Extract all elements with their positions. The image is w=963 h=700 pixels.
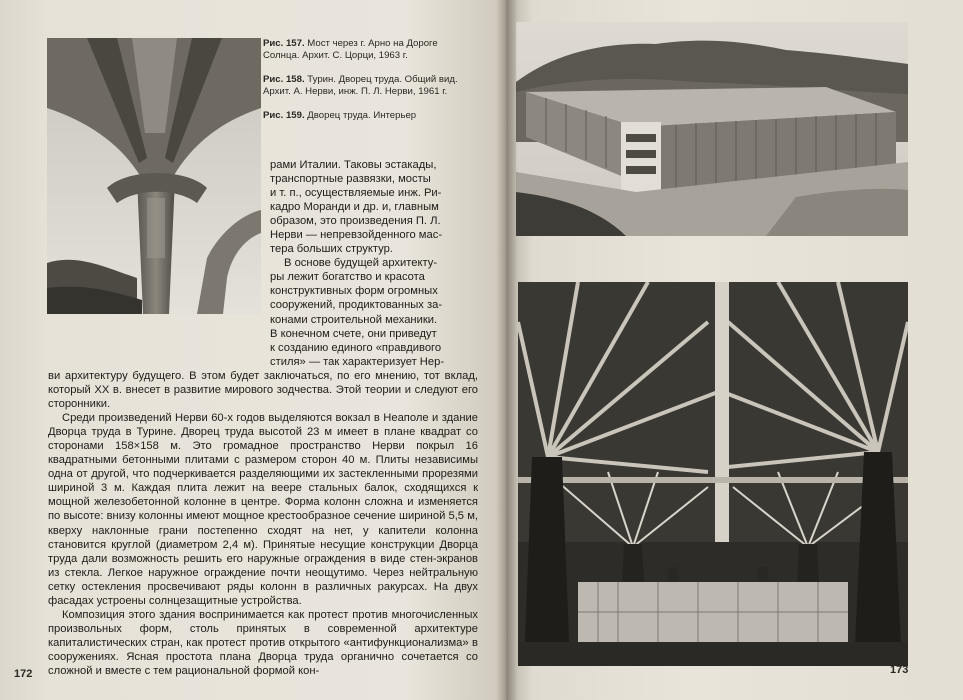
caption-text: Турин. Дворец труда. Общий вид. Архит. А. Нерви, инж. П. Л. Нерви, 1961 г. [263,74,458,97]
text-line: кадро Моранди и др. и, главным [270,201,439,214]
caption-block [263,38,461,134]
caption-158 [263,74,461,98]
text-line: В конечном счете, они приведут [270,327,437,340]
text-line: и т. п., осуществляемые инж. Ри- [270,187,442,200]
paragraph: Среди произведений Нерви 60-х годов выделяются вокзал в Неаполе и здание Дворца труда в Турине. Дворец труда высотой 23 м имеет в плане квадрат со сторонами 158×158 м. Это громадное пространство Нерви покрыл 16 квадратными бетонными плитами с размером сторон 40 м. Плиты независимы одна от другой, что подчеркивается разделяющими их застекленными прорезями шириной 3 м. Каждая плита лежит на веере стальных балок, сходящихся к мощной железобетонной колонне в центре. Форма колонн сложна и изменяется по высоте: внизу колонны имеют мощное крестообразное сечение шириной 5,5 м, кверху наклонные грани постепенно сходят на нет, у капители колонна становится круглой (диаметром 2,4 м). Принятые несущие конструкции Дворца труда дали возможность решить его наружные ограждения в виде стен-экранов из стекла. Легкое наружное ограждение почти неощутимо. Через нейтральную сетку остекления просвечивают ряды колонн в различных ракурсах. На двух фасадах устроены солнцезащитные устройства. [48,412,478,607]
text-line: сооружений, продиктованных за- [270,299,443,312]
right-page [506,0,963,700]
text-line: В основе будущей архитекту- [284,257,438,270]
paragraph: ви архитектуру будущего. В этом будет заключаться, по его мнению, тот вклад, который XX в. внесет в развитие мирового зодчества. Этой теории и следуют его сторонники. [48,370,478,411]
caption-label: Рис. 159. [263,110,305,121]
text-line: образом, это произведения П. Л. [270,215,441,228]
book-gutter [496,0,518,700]
full-width-text [48,369,478,678]
palace-interior-photo [518,282,908,666]
caption-text: Дворец труда. Интерьер [304,110,417,121]
caption-text: Мост через г. Арно на Дороге Солнца. Архит. С. Цорци, 1963 г. [263,38,438,61]
caption-159 [263,110,461,122]
palace-exterior-photo [516,22,908,236]
text-line: к созданию единого «правдивого [270,341,442,354]
narrow-column-text [270,158,478,369]
paragraph: Композиция этого здания воспринимается как протест против многочисленных произвольных форм, столь принятых в современной архитектуре капиталистических стран, как протест против открытого «антифункционализма» в сооружениях. Ясная простота плана Дворца труда органично сочетается со сложной и вместе с тем рациональной формой кон- [48,608,478,677]
page-number-left: 172 [14,668,33,680]
bridge-photo [47,38,261,314]
caption-label: Рис. 158. [263,74,305,85]
caption-157 [263,38,461,62]
text-line: ры лежит богатство и красота [270,271,425,284]
text-line: транспортные развязки, мосты [270,173,431,186]
page-number-right: 173 [890,664,909,676]
text-line: стиля» — так характеризует Нер- [270,355,445,368]
text-line: конструктивных форм огромных [270,285,438,298]
text-line: тера больших структур. [270,243,393,256]
caption-label: Рис. 157. [263,38,305,49]
text-line: Нерви — непревзойденного мас- [270,229,443,242]
text-line: рами Италии. Таковы эстакады, [270,159,437,171]
text-line: конами строительной механики. [270,313,438,326]
